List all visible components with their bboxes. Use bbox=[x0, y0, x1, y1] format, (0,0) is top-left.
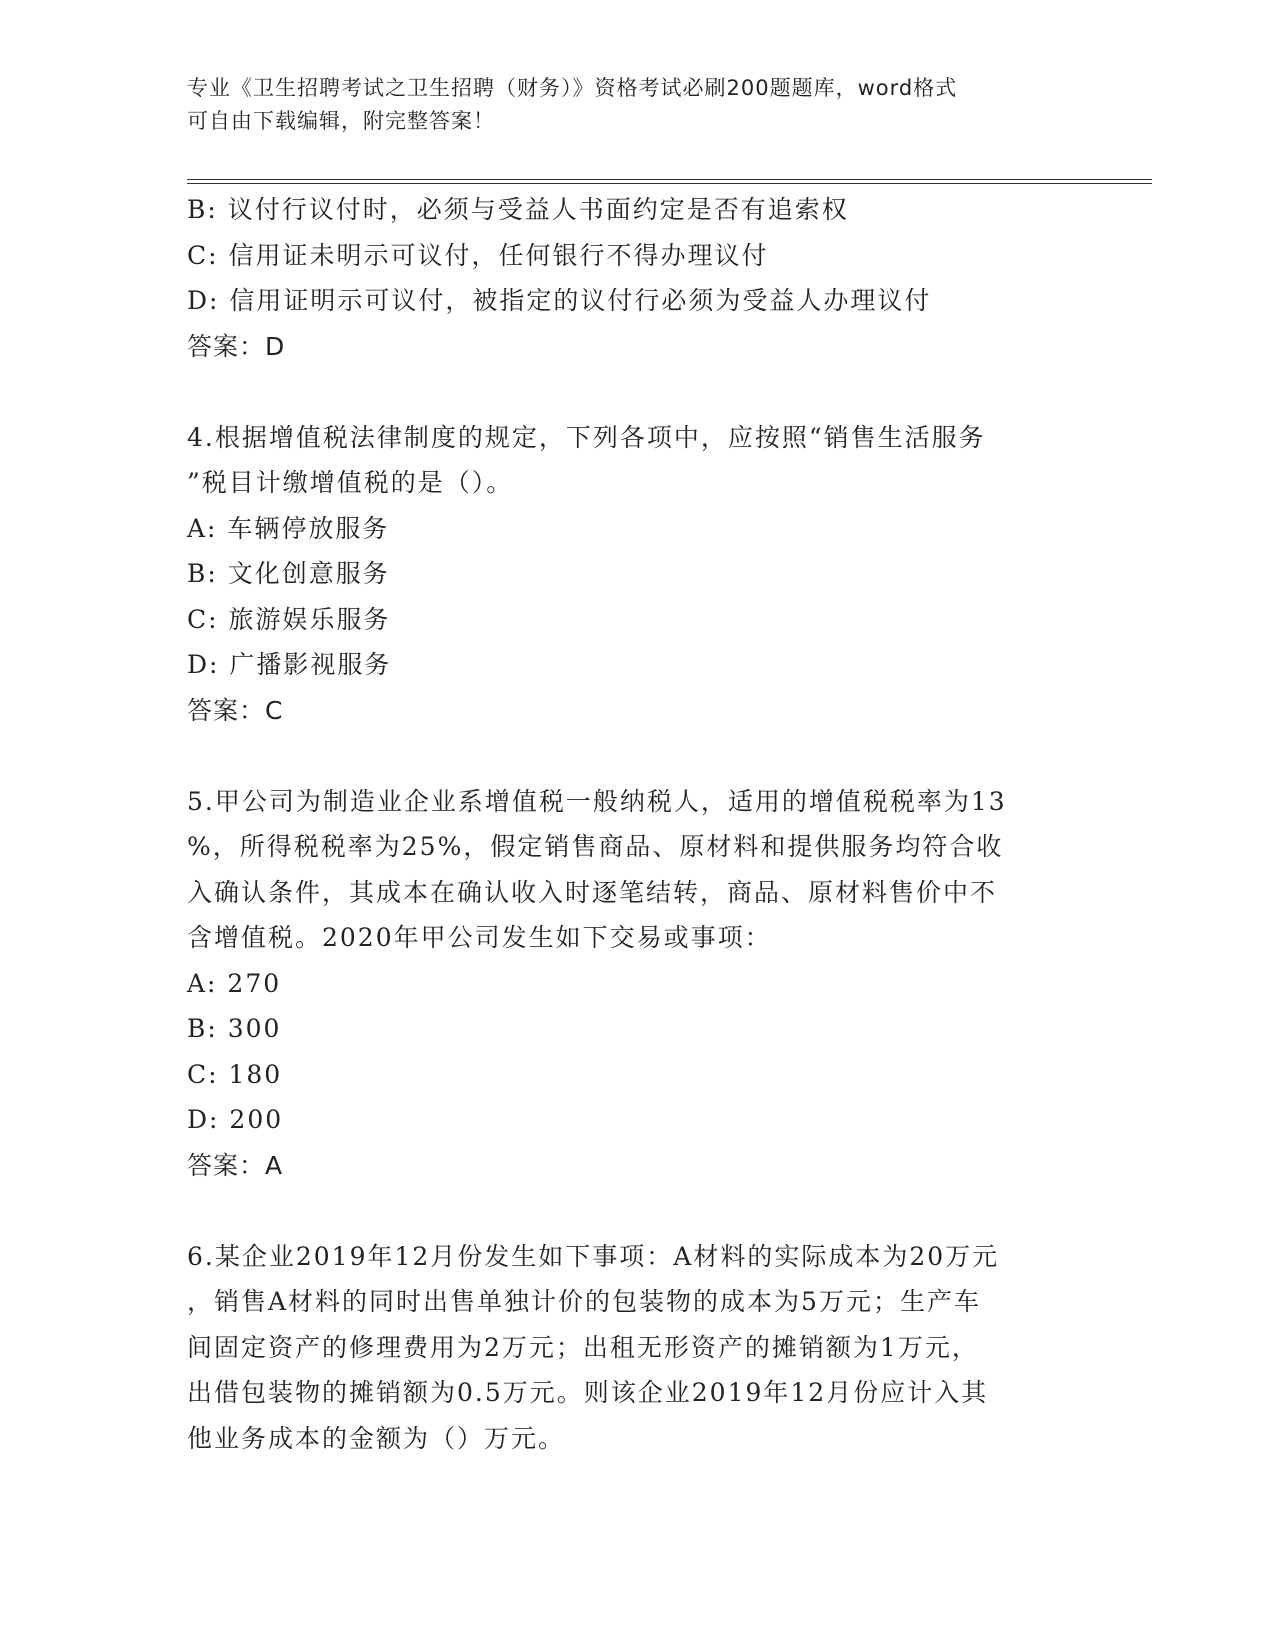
header-rule-bottom bbox=[187, 183, 1152, 184]
question-stem-line: 5.甲公司为制造业企业系增值税一般纳税人，适用的增值税税率为13 bbox=[187, 786, 1007, 816]
question-stem-line: ”税目计缴增值税的是（）。 bbox=[187, 468, 514, 497]
question-stem-line: 出借包装物的摊销额为0.5万元。则该企业2019年12月份应计入其 bbox=[187, 1378, 989, 1407]
question-stem-line: ，销售A材料的同时出售单独计价的包装物的成本为5万元；生产车 bbox=[187, 1287, 981, 1316]
option-c: C: 180 bbox=[187, 1059, 283, 1089]
question-3 bbox=[187, 187, 1067, 369]
question-stem-line: 入确认条件，其成本在确认收入时逐笔结转，商品、原材料售价中不 bbox=[187, 877, 998, 907]
question-4 bbox=[187, 415, 1067, 734]
option-a: A: 270 bbox=[187, 968, 282, 998]
option-a: A: 车辆停放服务 bbox=[187, 513, 390, 543]
option-d: D: 信用证明示可议付，被指定的议付行必须为受益人办理议付 bbox=[187, 286, 932, 315]
question-stem-line: 含增值税。2020年甲公司发生如下交易或事项： bbox=[187, 923, 772, 952]
option-c: C: 信用证未明示可议付，任何银行不得办理议付 bbox=[187, 240, 769, 270]
question-stem-line: 4.根据增值税法律制度的规定，下列各项中，应按照“销售生活服务 bbox=[187, 422, 986, 452]
answer-line: 答案：C bbox=[187, 695, 284, 725]
question-6 bbox=[187, 1234, 1067, 1462]
spacer bbox=[187, 1188, 1067, 1234]
option-b: B: 文化创意服务 bbox=[187, 559, 390, 588]
question-stem-line: %，所得税税率为25%，假定销售商品、原材料和提供服务均符合收 bbox=[187, 832, 1004, 861]
option-b: B: 300 bbox=[187, 1014, 282, 1043]
question-5 bbox=[187, 779, 1067, 1189]
option-d: D: 广播影视服务 bbox=[187, 650, 392, 679]
question-stem-line: 他业务成本的金额为（）万元。 bbox=[187, 1423, 566, 1453]
question-content bbox=[187, 187, 1067, 1461]
option-b: B: 议付行议付时，必须与受益人书面约定是否有追索权 bbox=[187, 195, 849, 224]
option-c: C: 旅游娱乐服务 bbox=[187, 604, 391, 634]
header-title-line-2: 可自由下载编辑，附完整答案！ bbox=[187, 109, 495, 133]
document-header bbox=[187, 72, 1067, 138]
header-title-line-1: 专业《卫生招聘考试之卫生招聘（财务）》资格考试必刷200题题库，word格式 bbox=[187, 76, 958, 100]
question-stem-line: 6.某企业2019年12月份发生如下事项：A材料的实际成本为20万元 bbox=[187, 1241, 1000, 1271]
answer-line: 答案：A bbox=[187, 1150, 284, 1180]
answer-line: 答案：D bbox=[187, 331, 286, 361]
question-stem-line: 间固定资产的修理费用为2万元；出租无形资产的摊销额为1万元， bbox=[187, 1332, 979, 1362]
option-d: D: 200 bbox=[187, 1105, 284, 1134]
spacer bbox=[187, 369, 1067, 415]
header-rule-top bbox=[187, 179, 1152, 180]
spacer bbox=[187, 733, 1067, 779]
